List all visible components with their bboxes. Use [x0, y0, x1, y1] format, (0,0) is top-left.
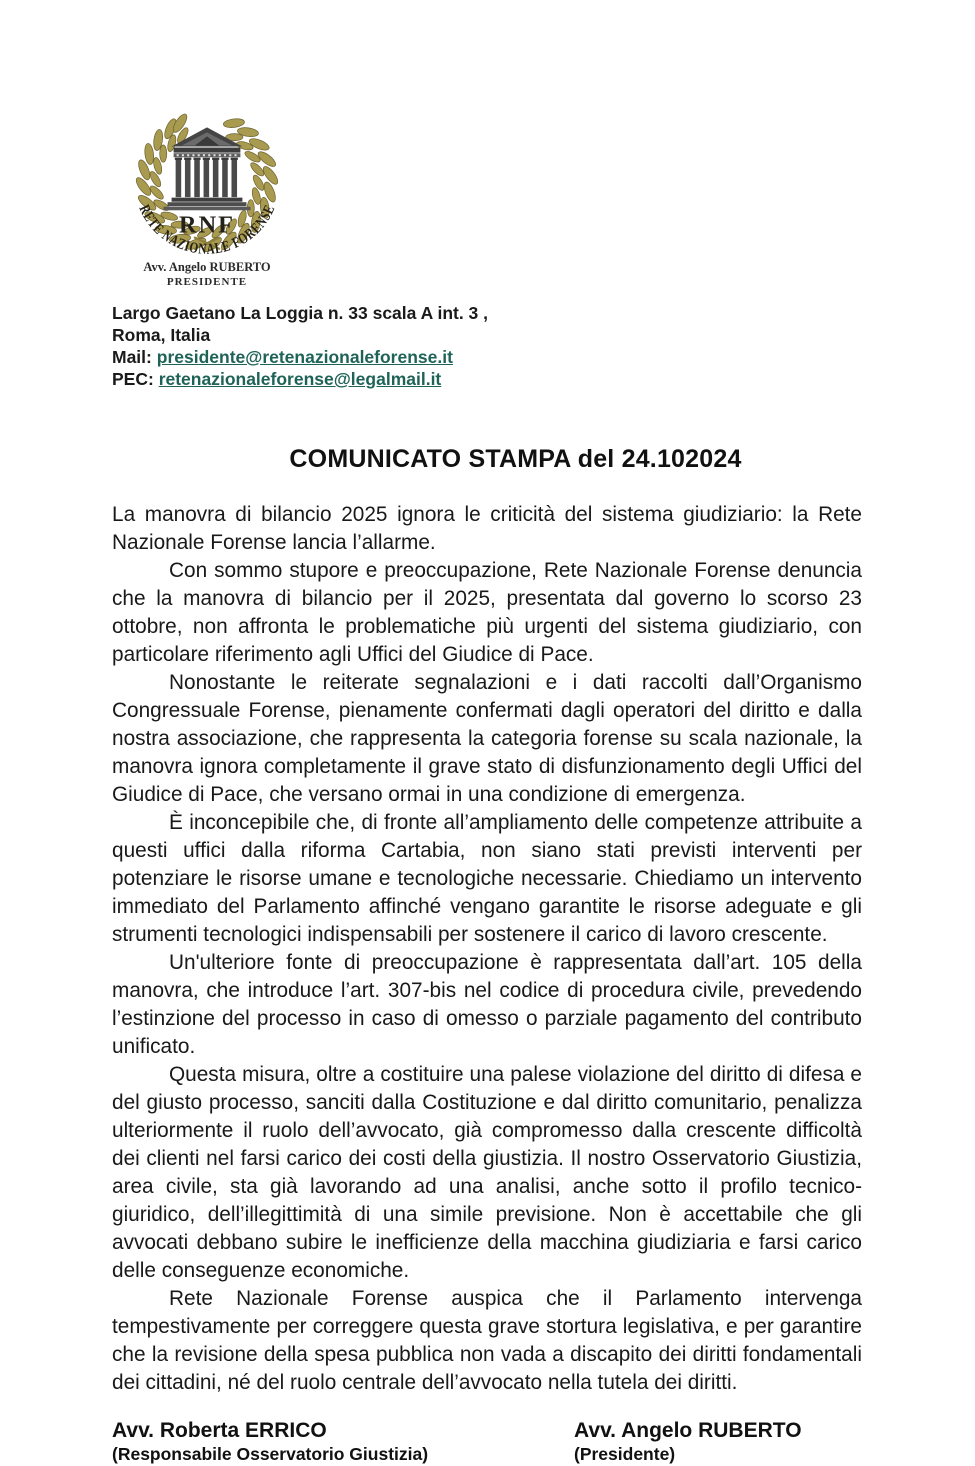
- paragraph-1: La manovra di bilancio 2025 ignora le criticità del sistema giudiziario: la Rete Nazionale Forense lancia l’allarme.: [112, 503, 862, 554]
- pec-label: PEC:: [112, 369, 154, 389]
- paragraph-2: Con sommo stupore e preoccupazione, Rete Nazionale Forense denuncia che la manovra di bilancio per il 2025, presentata dal governo lo scorso 23 ottobre, non affronta le problematiche più urgenti del sistema giudiziario, con particolare riferimento agli Uffici del Giudice di Pace.: [112, 559, 862, 666]
- address-line-2: Roma, Italia: [112, 325, 211, 345]
- rnf-logo-emblem: [121, 100, 293, 272]
- mail-link[interactable]: presidente@retenazionaleforense.it: [156, 347, 453, 367]
- letterhead-address: [112, 302, 862, 390]
- paragraph-5: Un'ulteriore fonte di preoccupazione è rappresentata dall’art. 105 della manovra, che introduce l’art. 307-bis nel codice di procedura civile, prevedendo l’estinzione del processo in caso di omesso o parziale pagamento del contributo unificato.: [112, 951, 862, 1058]
- signature-right: [574, 1419, 862, 1466]
- paragraph-3: Nonostante le reiterate segnalazioni e i dati raccolti dall’Organismo Congressuale Forense, pienamente confermati dagli operatori del diritto e dalla nostra associazione, che rappresenta la categoria forense su scala nazionale, la manovra ignora completamente il grave stato di disfunzionamento degli Uffici del Giudice di Pace, che versano ormai in una condizione di emergenza.: [112, 671, 862, 806]
- signature-left: [112, 1419, 574, 1466]
- signatures: [112, 1419, 862, 1466]
- signature-left-role: (Responsabile Osservatorio Giustizia): [112, 1444, 429, 1464]
- mail-label: Mail:: [112, 347, 152, 367]
- signature-right-name: Avv. Angelo RUBERTO: [574, 1419, 802, 1442]
- pec-line: [112, 368, 862, 390]
- address-line-1: Largo Gaetano La Loggia n. 33 scala A int. 3 ,: [112, 303, 489, 323]
- press-release-title: COMUNICATO STAMPA del 24.102024: [289, 445, 742, 473]
- logo-president-name: Avv. Angelo RUBERTO: [143, 260, 271, 274]
- paragraph-4: È inconcepibile che, di fronte all’ampliamento delle competenze attribuite a questi uffici dalla riforma Cartabia, non siano stati previsti interventi per potenziare le risorse umane e tecnologiche necessarie. Chiediamo un intervento immediato del Parlamento affinché vengano garantite le risorse adeguate e gli strumenti tecnologici indispensabili per sostenere il carico di lavoro crescente.: [112, 811, 862, 946]
- logo-acronym: RNF: [179, 211, 235, 239]
- press-release-body: [112, 501, 862, 1397]
- pec-link[interactable]: retenazionaleforense@legalmail.it: [158, 369, 442, 389]
- paragraph-7: Rete Nazionale Forense auspica che il Parlamento intervenga tempestivamente per correggere questa grave stortura legislativa, e per garantire che la revisione della spesa pubblica non vada a discapito dei diritti fondamentali dei cittadini, né del ruolo centrale dell’avvocato nella tutela dei diritti.: [112, 1287, 862, 1394]
- paragraph-6: Questa misura, oltre a costituire una palese violazione del diritto di difesa e del giusto processo, sanciti dalla Costituzione e dal diritto comunitario, penalizza ulteriormente il ruolo dell’avvocato, già compromesso dalla crescente difficoltà dei clienti nel farsi carico dei costi della giustizia. Il nostro Osservatorio Giustizia, area civile, sta già lavorando ad una analisi, anche sotto il profilo tecnico-giuridico, dell’illegittimità di una simile previsione. Non è accettabile che gli avvocati debbano subire le inefficienze della macchina giudiziaria e farsi carico delle conseguenze economiche.: [112, 1063, 862, 1282]
- logo-ring-text: RETE NAZIONALE FORENSE: [135, 199, 280, 259]
- mail-line: [112, 346, 862, 368]
- signature-right-role: (Presidente): [574, 1444, 676, 1464]
- signature-left-name: Avv. Roberta ERRICO: [112, 1419, 327, 1442]
- logo: [121, 0, 293, 289]
- logo-president-title: PRESIDENTE: [166, 276, 248, 288]
